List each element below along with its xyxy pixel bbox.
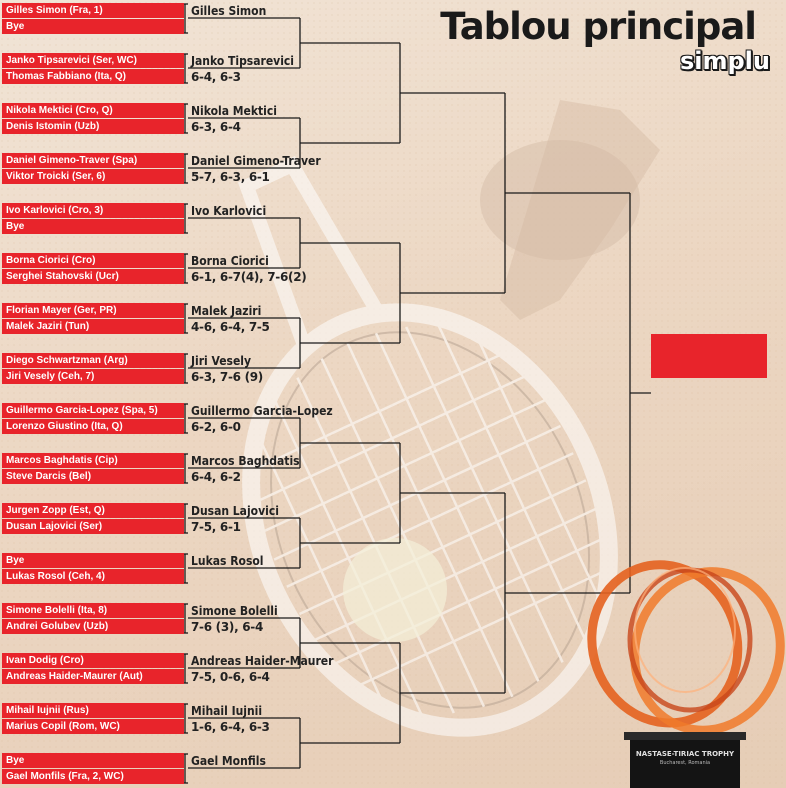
player-entry: Lorenzo Giustino (Ita, Q) — [2, 419, 184, 434]
round2-player: Andreas Haider-Maurer — [191, 654, 334, 668]
player-entry: Bye — [2, 19, 184, 34]
player-entry: Florian Mayer (Ger, PR) — [2, 303, 184, 318]
player-entry: Denis Istomin (Uzb) — [2, 119, 184, 134]
round2-player: Nikola Mektici — [191, 104, 277, 118]
player-entry: Jurgen Zopp (Est, Q) — [2, 503, 184, 518]
match-score: 1-6, 6-4, 6-3 — [191, 720, 270, 734]
round2-player: Jiri Vesely — [191, 354, 251, 368]
player-entry: Gael Monfils (Fra, 2, WC) — [2, 769, 184, 784]
player-entry: Andrei Golubev (Uzb) — [2, 619, 184, 634]
trophy-sublabel: Bucharest, Romania — [659, 760, 711, 766]
round2-player: Lukas Rosol — [191, 554, 264, 568]
player-entry: Borna Ciorici (Cro) — [2, 253, 184, 268]
player-entry: Andreas Haider-Maurer (Aut) — [2, 669, 184, 684]
round2-player: Borna Ciorici — [191, 254, 269, 268]
player-entry: Nikola Mektici (Cro, Q) — [2, 103, 184, 118]
round2-player: Malek Jaziri — [191, 304, 262, 318]
player-entry: Marius Copil (Rom, WC) — [2, 719, 184, 734]
round2-player: Marcos Baghdatis — [191, 454, 300, 468]
match-score: 6-3, 7-6 (9) — [191, 370, 263, 384]
match-score: 7-6 (3), 6-4 — [191, 620, 263, 634]
round2-player: Gael Monfils — [191, 754, 266, 768]
round2-player: Daniel Gimeno-Traver — [191, 154, 321, 168]
round2-player: Guillermo Garcia-Lopez — [191, 404, 333, 418]
round2-player: Simone Bolelli — [191, 604, 278, 618]
match-score: 6-1, 6-7(4), 7-6(2) — [191, 270, 307, 284]
round2-player: Dusan Lajovici — [191, 504, 279, 518]
match-score: 6-2, 6-0 — [191, 420, 241, 434]
match-score: 6-4, 6-2 — [191, 470, 241, 484]
round2-player: Janko Tipsarevici — [191, 54, 294, 68]
player-entry: Thomas Fabbiano (Ita, Q) — [2, 69, 184, 84]
player-entry: Jiri Vesely (Ceh, 7) — [2, 369, 184, 384]
match-score: 4-6, 6-4, 7-5 — [191, 320, 270, 334]
player-entry: Daniel Gimeno-Traver (Spa) — [2, 153, 184, 168]
player-entry: Diego Schwartzman (Arg) — [2, 353, 184, 368]
player-entry: Steve Darcis (Bel) — [2, 469, 184, 484]
match-score: 5-7, 6-3, 6-1 — [191, 170, 270, 184]
page-subtitle: simplu — [679, 47, 770, 75]
player-entry: Bye — [2, 219, 184, 234]
player-entry: Ivo Karlovici (Cro, 3) — [2, 203, 184, 218]
player-entry: Bye — [2, 553, 184, 568]
round2-player: Mihail Iujnii — [191, 704, 263, 718]
player-entry: Dusan Lajovici (Ser) — [2, 519, 184, 534]
player-entry: Bye — [2, 753, 184, 768]
match-score: 6-3, 6-4 — [191, 120, 241, 134]
player-entry: Marcos Baghdatis (Cip) — [2, 453, 184, 468]
player-entry: Lukas Rosol (Ceh, 4) — [2, 569, 184, 584]
page-title: Tablou principal — [440, 5, 756, 48]
round2-player: Gilles Simon — [191, 4, 267, 18]
player-entry: Mihail Iujnii (Rus) — [2, 703, 184, 718]
player-entry: Janko Tipsarevici (Ser, WC) — [2, 53, 184, 68]
round2-player: Ivo Karlovici — [191, 204, 267, 218]
player-entry: Ivan Dodig (Cro) — [2, 653, 184, 668]
player-entry: Guillermo Garcia-Lopez (Spa, 5) — [2, 403, 184, 418]
match-score: 6-4, 6-3 — [191, 70, 241, 84]
match-score: 7-5, 0-6, 6-4 — [191, 670, 270, 684]
player-entry: Viktor Troicki (Ser, 6) — [2, 169, 184, 184]
player-entry: Serghei Stahovski (Ucr) — [2, 269, 184, 284]
trophy-label: NASTASE-TIRIAC TROPHY — [635, 750, 735, 758]
match-score: 7-5, 6-1 — [191, 520, 241, 534]
player-entry: Gilles Simon (Fra, 1) — [2, 3, 184, 18]
player-entry: Simone Bolelli (Ita, 8) — [2, 603, 184, 618]
player-entry: Malek Jaziri (Tun) — [2, 319, 184, 334]
